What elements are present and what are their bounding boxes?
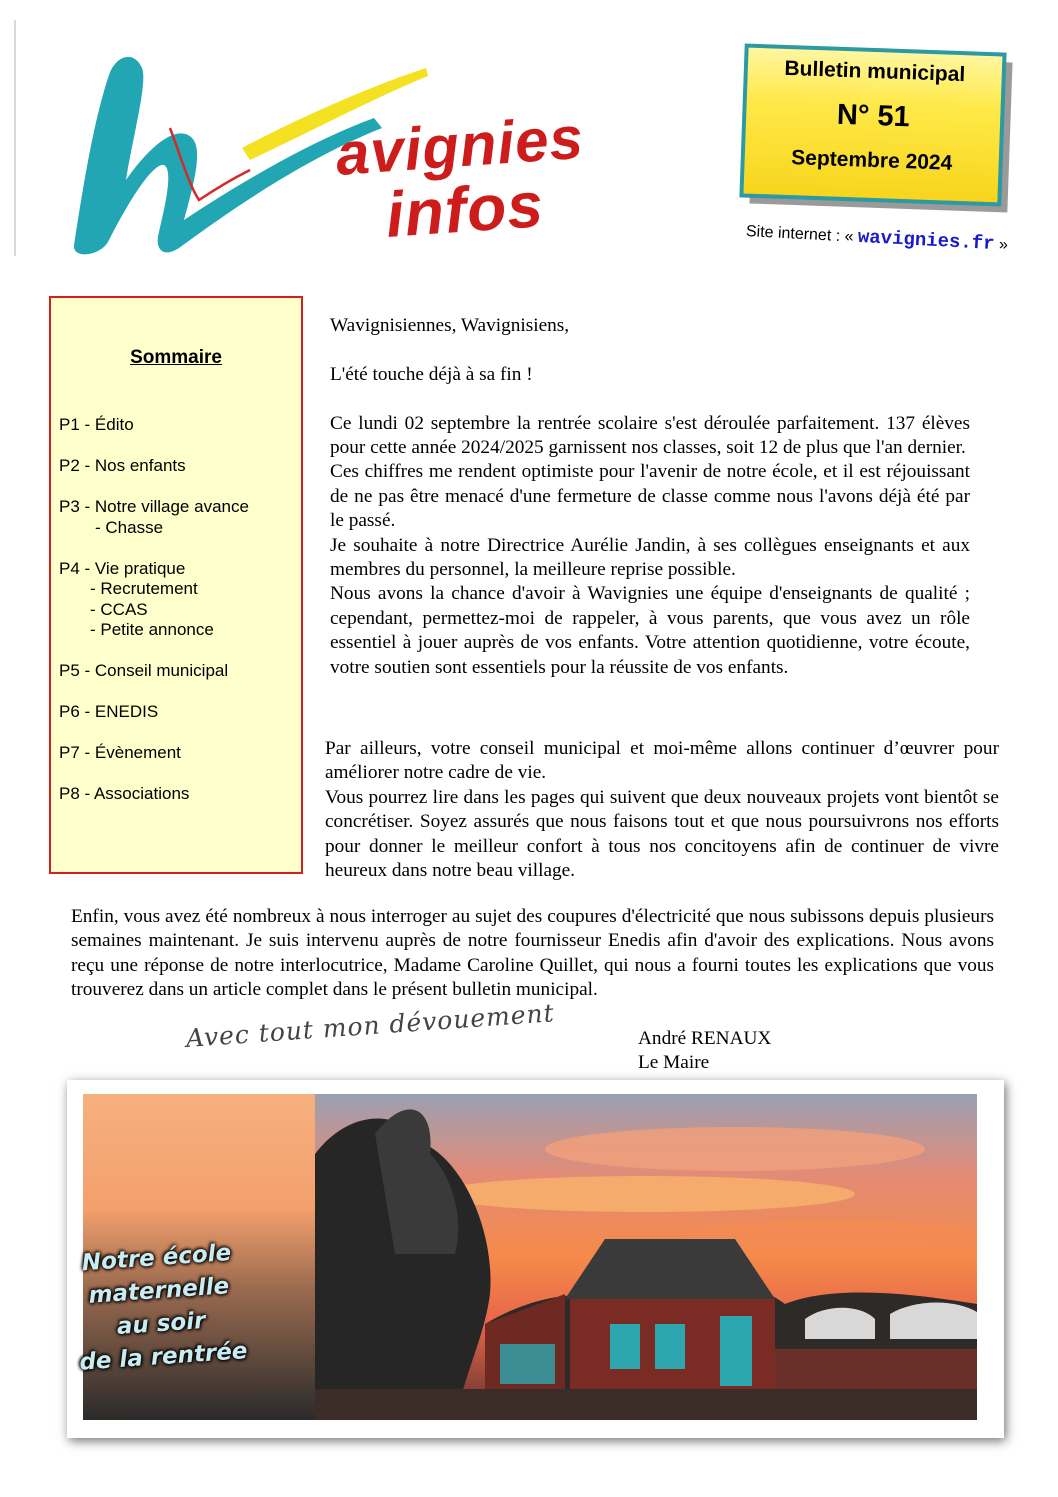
caption-line: de la rentrée [78, 1338, 249, 1376]
toc-label: P3 - Notre village avance [59, 497, 249, 516]
table-of-contents [59, 415, 249, 825]
school-sunset-image [315, 1094, 977, 1420]
sommaire-box [49, 296, 303, 874]
letter-paragraph: Je souhaite à notre Directrice Aurélie Jandin, à ses collègues enseignants et aux membres du personnel, la meilleure reprise possible. [330, 534, 970, 581]
toc-subitem: - CCAS [90, 599, 148, 619]
logo-text-infos: infos [383, 168, 547, 251]
toc-item-p6[interactable] [59, 702, 249, 723]
photo-caption [36, 1234, 285, 1382]
letter-greeting: Wavignisiennes, Wavignisiens, [330, 315, 570, 336]
bulletin-number: N° 51 [836, 98, 911, 134]
caption-line: Notre école [81, 1239, 232, 1277]
logo-text-avignies: avignies [333, 103, 586, 188]
letter-paragraph: Enfin, vous avez été nombreux à nous interroger au sujet des coupures d'électricité que nous subissons depuis plusieurs semaines maintenant. Je suis intervenu auprès de notre fournisseur Enedis afin d'avoir des explications. Nous avons reçu une réponse de notre interlocutrice, Madame Caroline Quillet, qui nous a fourni toutes les explications que vous trouverez dans un article complet dans le présent bulletin municipal. [71, 906, 994, 1001]
toc-label: P6 - ENEDIS [59, 702, 159, 721]
letter-paragraph: Ce lundi 02 septembre la rentrée scolaire s'est déroulée parfaitement. 137 élèves pour cette année 2024/2025 garnissent nos classes, soit 12 de plus que l'an dernier. [330, 412, 970, 458]
letter-intro: L'été touche déjà à sa fin ! [330, 363, 533, 385]
site-line [745, 220, 1008, 256]
toc-label: P2 - Nos enfants [59, 456, 186, 475]
toc-subitem: - Petite annonce [90, 620, 214, 639]
toc-item-p1[interactable] [59, 415, 249, 436]
handwritten-signature: Avec tout mon dévouement [184, 998, 556, 1053]
caption-line: maternelle [87, 1273, 230, 1309]
toc-subitem: - Recrutement [90, 579, 198, 598]
toc-label: P7 - Évènement [59, 743, 181, 762]
toc-item-p2[interactable] [59, 456, 249, 477]
editorial-full-width [71, 905, 994, 1003]
letter-paragraph: Par ailleurs, votre conseil municipal et moi-même allons continuer d’œuvrer pour améliorer notre cadre de vie. [325, 738, 999, 784]
letter-paragraph: Nous avons la chance d'avoir à Wavignies une équipe d'enseignants de qualité ; cependant, permettez-moi de rappeler, à vous parents, que vous avez un rôle essentiel à jouer auprès de vos enfants. Votre attention quotidienne, votre écoute, votre soutien sont essentiels pour la réussite de vos enfants. [330, 583, 970, 678]
site-suffix: » [998, 236, 1009, 254]
toc-item-p3[interactable] [59, 497, 249, 538]
editorial-column-right [330, 314, 970, 680]
signer-block [638, 1027, 771, 1076]
toc-label: P1 - Édito [59, 415, 134, 434]
letter-paragraph: Ces chiffres me rendent optimiste pour l'avenir de notre école, et il est réjouissant de ne pas être menacé d'une fermeture de classe comme nous l'avons déjà été par le passé. [330, 461, 970, 532]
bulletin-date: Septembre 2024 [790, 146, 953, 175]
site-link[interactable]: wavignies.fr [857, 225, 996, 256]
bulletin-box [739, 43, 1006, 206]
toc-label: P8 - Associations [59, 784, 190, 803]
toc-subitem: - Chasse [95, 517, 164, 537]
signer-name: André RENAUX [638, 1028, 772, 1049]
sommaire-title: Sommaire [130, 347, 222, 368]
toc-item-p7[interactable] [59, 743, 249, 764]
toc-label: P5 - Conseil municipal [59, 661, 229, 680]
signer-title: Le Maire [638, 1052, 710, 1074]
bulletin-title: Bulletin municipal [784, 56, 966, 87]
wavignies-infos-logo [14, 20, 624, 260]
toc-item-p5[interactable] [59, 661, 249, 682]
caption-line: au soir [116, 1307, 207, 1341]
letter-paragraph: Vous pourrez lire dans les pages qui suivent que deux nouveaux projets vont bientôt se concrétiser. Soyez assurés que nous faisons tout et que nous poursuivrons nos efforts pour donner le meilleur confort à tous nos concitoyens afin de continuer de vivre heureux dans notre beau village. [325, 786, 999, 882]
school-sunset-photo [315, 1094, 977, 1420]
editorial-column-wide [325, 737, 999, 883]
toc-item-p4[interactable] [59, 559, 249, 641]
toc-item-p8[interactable] [59, 784, 249, 805]
toc-label: P4 - Vie pratique [59, 558, 186, 578]
site-prefix: Site internet : « [745, 223, 854, 246]
